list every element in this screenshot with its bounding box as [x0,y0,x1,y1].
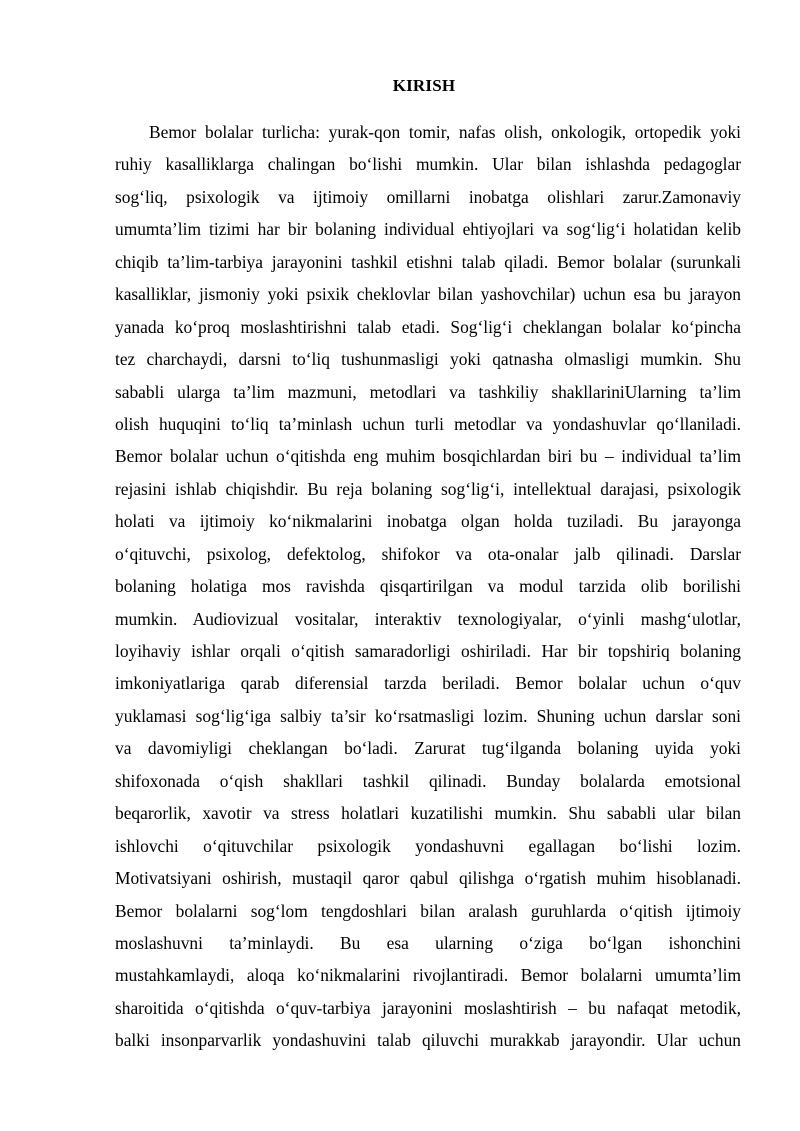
text-line: sharoitida o‘qitishda o‘quv-tarbiya jarayonini moslashtirish – bu nafaqat metodik, [115,997,741,1018]
text-line: umumta’lim tizimi har bir bolaning individual ehtiyojlari va sog‘lig‘i holatidan kelib [115,219,741,240]
text-line: tez charchaydi, darsni to‘liq tushunmasligi yoki qatnasha olmasligi mumkin. Shu [115,349,741,370]
text-line: rejasini ishlab chiqishdir. Bu reja bolaning sog‘lig‘i, intellektual darajasi, psixologik [115,478,741,499]
text-line: sog‘liq, psixologik va ijtimoiy omillarni inobatga olishlari zarur.Zamonaviy [115,186,741,207]
text-line: holati va ijtimoiy ko‘nikmalarini inobatga olgan holda tuziladi. Bu jarayonga [115,511,741,532]
text-line: Bemor bolalar uchun o‘qitishda eng muhim bosqichlardan biri bu – individual ta’lim [115,446,741,467]
text-line: balki insonparvarlik yondashuvini talab qiluvchi murakkab jarayondir. Ular uchun [115,1030,741,1051]
text-line: o‘qituvchi, psixolog, defektolog, shifokor va ota-onalar jalb qilinadi. Darslar [115,543,741,564]
text-line: Bemor bolalarni sog‘lom tengdoshlari bilan aralash guruhlarda o‘qitish ijtimoiy [115,900,741,921]
text-line: yuklamasi sog‘lig‘iga salbiy ta’sir ko‘rsatmasligi lozim. Shuning uchun darslar soni [115,705,741,726]
text-line: Motivatsiyani oshirish, mustaqil qaror qabul qilishga o‘rgatish muhim hisoblanadi. [115,868,741,889]
text-line: olish huquqini to‘liq ta’minlash uchun turli metodlar va yondashuvlar qo‘llaniladi. [115,413,741,434]
text-line: imkoniyatlariga qarab diferensial tarzda beriladi. Bemor bolalar uchun o‘quv [115,673,741,694]
text-line: va davomiyligi cheklangan bo‘ladi. Zarurat tug‘ilganda bolaning uyida yoki [115,738,741,759]
text-line: bolaning holatiga mos ravishda qisqartirilgan va modul tarzida olib borilishi [115,576,741,597]
text-line: moslashuvni ta’minlaydi. Bu esa ularning o‘ziga bo‘lgan ishonchini [115,932,741,953]
text-line: mustahkamlaydi, aloqa ko‘nikmalarini rivojlantiradi. Bemor bolalarni umumta’lim [115,965,741,986]
body-paragraph [115,116,741,1057]
text-line: ishlovchi o‘qituvchilar psixologik yondashuvni egallagan bo‘lishi lozim. [115,835,741,856]
page-title: KIRISH [392,76,456,95]
text-line: yanada ko‘proq moslashtirishni talab etadi. Sog‘lig‘i cheklangan bolalar ko‘pincha [115,316,741,337]
text-line: loyihaviy ishlar orqali o‘qitish samaradorligi oshiriladi. Har bir topshiriq bolaning [115,641,741,661]
text-line: chiqib ta’lim-tarbiya jarayonini tashkil etishni talab qiladi. Bemor bolalar (surunkali [115,251,741,272]
text-line: Bemor bolalar turlicha: yurak-qon tomir, nafas olish, onkologik, ortopedik yoki [149,122,741,142]
text-line: ruhiy kasalliklarga chalingan bo‘lishi mumkin. Ular bilan ishlashda pedagoglar [115,154,741,175]
text-line: beqarorlik, xavotir va stress holatlari kuzatilishi mumkin. Shu sababli ular bilan [115,803,741,824]
text-line: mumkin. Audiovizual vositalar, interaktiv texnologiyalar, o‘yinli mashg‘ulotlar, [115,608,741,629]
text-line: shifoxonada o‘qish shakllari tashkil qilinadi. Bunday bolalarda emotsional [115,770,741,791]
text-line: sababli ularga ta’lim mazmuni, metodlari va tashkiliy shakllariniUlarning ta’lim [115,381,741,402]
text-line: kasalliklar, jismoniy yoki psixik cheklovlar bilan yashovchilar) uchun esa bu jarayon [115,284,741,305]
